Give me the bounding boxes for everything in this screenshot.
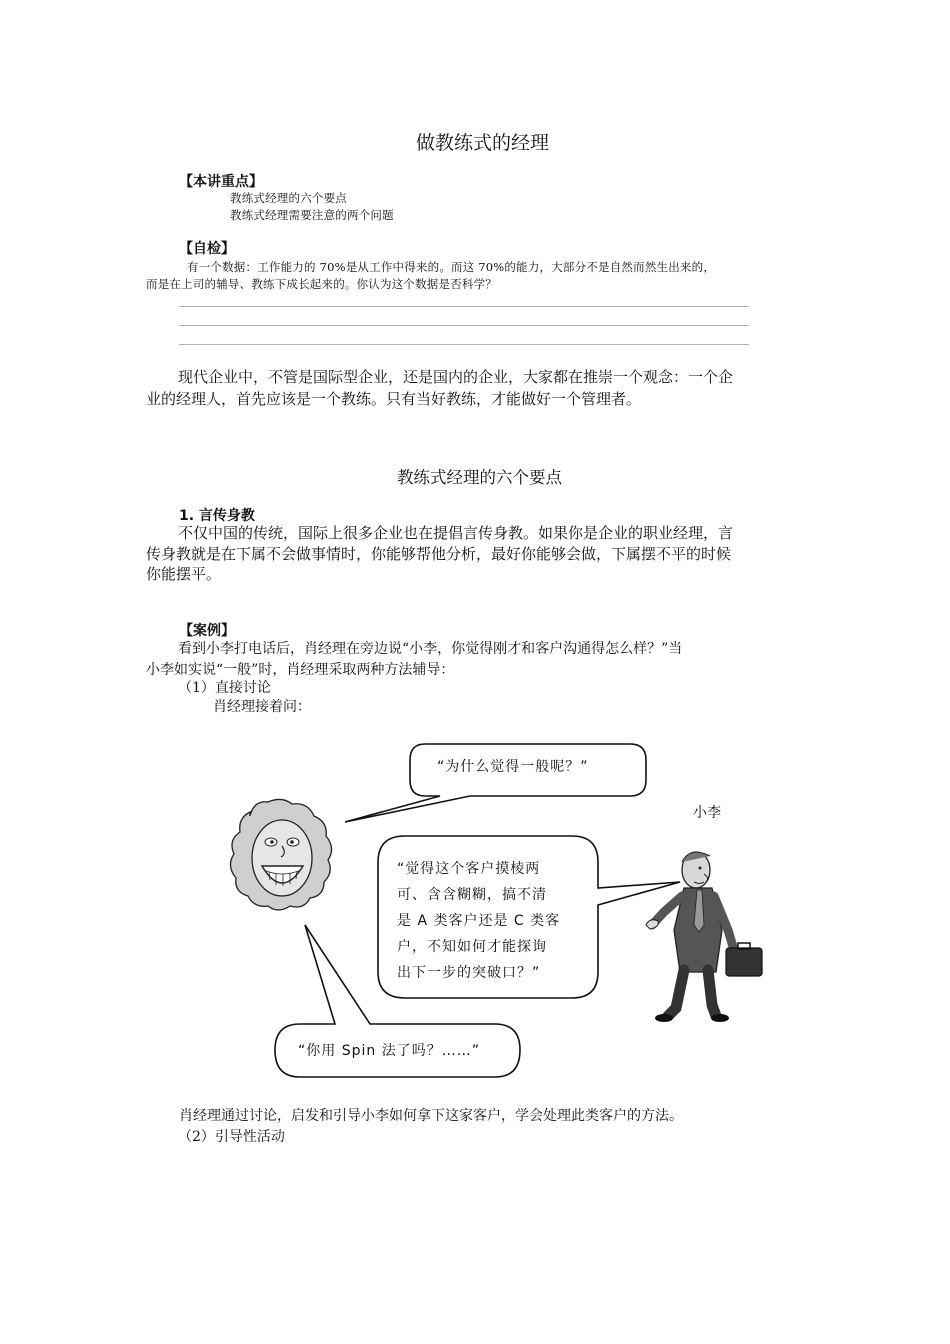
case-method: （1）直接讨论 <box>178 680 271 696</box>
case-method-sub: 肖经理接着问： <box>213 699 311 715</box>
xiaoli-character <box>646 852 762 1022</box>
focus-item: 教练式经理的六个要点 <box>230 191 347 205</box>
case-method: （2）引导性活动 <box>178 1129 285 1145</box>
selfcheck-heading: 【自检】 <box>179 241 235 257</box>
case-heading: 【案例】 <box>179 623 235 639</box>
bubble-middle-line: 户，不知如何才能探询 <box>397 939 547 955</box>
bubble-bottom-text: “你用 Spin 法了吗？……” <box>298 1043 480 1059</box>
bubble-middle-line: 是 A 类客户还是 C 类客 <box>397 913 561 929</box>
focus-item: 教练式经理需要注意的两个问题 <box>230 208 394 222</box>
manager-character <box>230 799 331 910</box>
bubble-middle-line: 可、含含糊糊，搞不清 <box>397 887 547 903</box>
page-title: 做教练式的经理 <box>416 132 550 154</box>
section-title: 教练式经理的六个要点 <box>397 468 562 487</box>
case-text-line: 肖经理通过讨论，启发和引导小李如何拿下这家客户，学会处理此类客户的方法。 <box>179 1108 683 1124</box>
intro-paragraph-line: 业的经理人，首先应该是一个教练。只有当好教练，才能做好一个管理者。 <box>146 390 642 408</box>
case-text-line: 小李如实说“一般”时，肖经理采取两种方法辅导： <box>146 662 455 678</box>
bubble-middle-line: “觉得这个客户摸棱两 <box>397 861 541 877</box>
selfcheck-text-line: 而是在上司的辅导、教练下成长起来的。你认为这个数据是否科学？ <box>146 277 497 291</box>
case-text-line: 看到小李打电话后，肖经理在旁边说“小李，你觉得刚才和客户沟通得怎么样？”当 <box>178 641 683 657</box>
selfcheck-text-line: 有一个数据：工作能力的 70%是从工作中得来的。而这 70%的能力，大部分不是自然而然生出来的， <box>187 260 716 274</box>
bubble-top-text: “为什么觉得一般呢？” <box>437 759 589 775</box>
speaker-label: 小李 <box>693 805 721 821</box>
point-paragraph-line: 你能摆平。 <box>146 565 222 583</box>
point-paragraph-line: 不仅中国的传统，国际上很多企业也在提倡言传身教。如果你是企业的职业经理，言 <box>178 524 734 542</box>
bubble-middle-line: 出下一步的突破口？” <box>397 965 541 981</box>
intro-paragraph-line: 现代企业中，不管是国际型企业，还是国内的企业，大家都在推崇一个观念：一个企 <box>178 368 734 386</box>
point-paragraph-line: 传身教就是在下属不会做事情时，你能够帮他分析，最好你能够会做，下属摆不平的时候 <box>146 545 732 563</box>
point-heading: 1. 言传身教 <box>179 508 255 524</box>
focus-heading: 【本讲重点】 <box>179 174 263 190</box>
